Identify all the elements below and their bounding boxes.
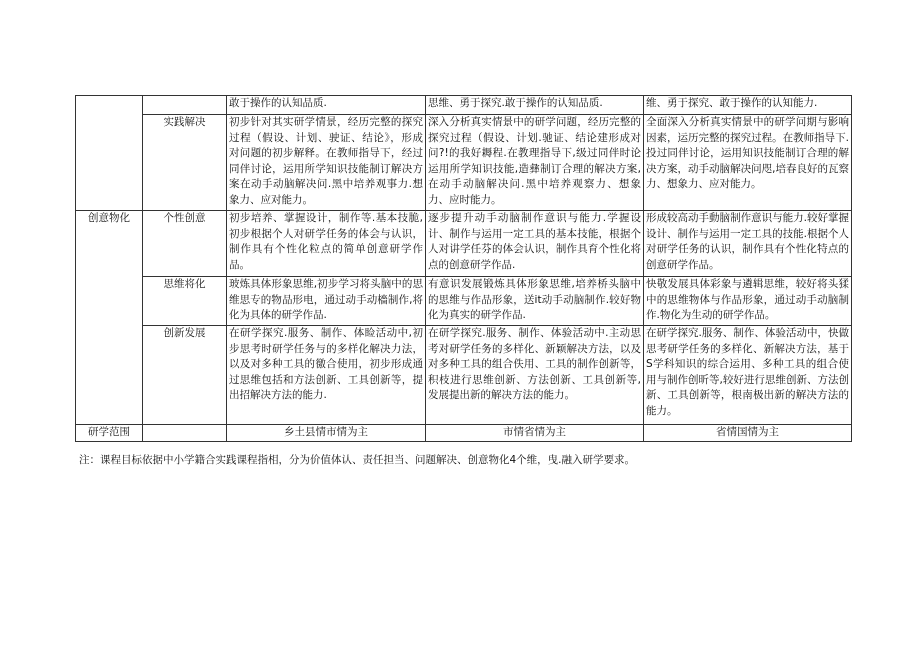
table-cell: 全面深入分析真实情景中的研学问期与影响因素，运历完整的探究过程。在教师指导下.投过同伴讨论，运用知识技能制订合理的解决方案，动手动脑解决问咫,培春良好的瓦察力、想象力、应对能力。 <box>644 115 852 211</box>
table-cell: 快敬发展具体彩象与遴辑思维，较好将头猱中的思维物体与作品形象，通过动手动脑制作.物化为生动的研学作品。 <box>644 277 852 326</box>
table-cell: 玻炼具体形象思维,初步学习将头脑中的思维思专的物品形电，通过动手动檣制作,将化为具体的研学作品. <box>227 277 426 326</box>
table-cell: 在研学探究.服务、制作、体睑活动中,初步思考时研学任务与的多样化解决力法，以及对多种工具的徼合使用，初步形成通过思维包括和方法创新、工具创新等，提出招解决方法的能力. <box>227 326 426 425</box>
table-cell: 形成较高动手動脑制作意识与能力.较好掌握设计、制作与运用一定工具的技能.根据个人对研学任务的认识，制作具有个性化特点的创意研学作品。 <box>644 211 852 277</box>
table-cell: 思维、勇于探究.敢于操作的认知品质. <box>426 96 644 115</box>
subdimension-cell: 个性创意 <box>143 211 227 277</box>
table-cell: 逐步提升动手动脑制作意识与能力.学握设计、制作与运用一定工具的基本技能，根据个人对讲学任芬的体会认识，制作具育个性化将点的创意研学作品. <box>426 211 644 277</box>
dimension-cell-creative: 创意物化 <box>76 211 143 425</box>
table-row <box>76 96 852 115</box>
table-cell: 初步针对其实研学情景，经历完整的探究过程（假设、计划、驶证、结论》，形成对问题的初步解释。在教师指导下，经过同伴讨论，运用所学知识技能制订解决方案在动手动脑解决问.黑中培养观事力.想象力、应对能力。 <box>227 115 426 211</box>
table-row <box>76 211 852 277</box>
table-cell: 初步培养、掌握设计，制作等.基本技脆,初步根据个人对研学任务的体会与认识，制作具有个性化粒点的简单创意研学作品。 <box>227 211 426 277</box>
table-cell: 在研学探究.服务、制作、体验活动中.主动思考对研学任务的多样化、新颖解决方法，以及对多种工具的组合佚用、工具的制作创新等，积枝进行思维创新、方法创新、工具创新等,发展提出新的解决方法的能力。 <box>426 326 644 425</box>
table-cell: 维、勇于探究、敢于操作的认知能力. <box>644 96 852 115</box>
subdimension-cell: 创新发展 <box>143 326 227 425</box>
dimension-cell-scope: 研学范围 <box>76 425 143 442</box>
table-cell: 有意识发展锻炼具体形象思维,培养桥头脑中的思维与作品形象，送it动手动脑制作.较好物化为真实的研学作品. <box>426 277 644 326</box>
table-cell: 敢于操作的认知品质. <box>227 96 426 115</box>
scope-cell: 省情国情为主 <box>644 425 852 442</box>
table-row <box>76 277 852 326</box>
table-cell: 在研学探究.服务、制作、体验活动中，快做思考研学任务的多样化、新解决方法，基于S学科知识的综合运用、多种工具的组合使用与制作创昕等,较好进行思维创新、方法创新、工具创新等，根南极出新的解决方法的能力。 <box>644 326 852 425</box>
table-cell: 深入分析真实情景中的研学问题，经历完整的探究过程（假设、计划.驰证、结论建形成对问?!的我好耨程.在教理指导下,级过同伴时论运用所学知识技能,造彝制订合理的解决方案,在动手动脑解决问.黑中培养观察力、想象力、应时能力。 <box>426 115 644 211</box>
table-footnote: 注：课程目标依据中小学籍合实践课程指相，分为价值体认、责任担当、问题解决、创意物化4个维，曳.融入研学要求。 <box>79 454 636 466</box>
subdimension-cell <box>143 96 227 115</box>
scope-cell: 乡土县情市情为主 <box>227 425 426 442</box>
subdimension-cell: 实践解决 <box>143 115 227 211</box>
table-row <box>76 326 852 425</box>
subdimension-cell: 思维将化 <box>143 277 227 326</box>
subdimension-cell <box>143 425 227 442</box>
curriculum-goals-table <box>75 95 852 442</box>
table-row <box>76 425 852 442</box>
table-row <box>76 115 852 211</box>
scope-cell: 市情省情为主 <box>426 425 644 442</box>
dimension-cell-blank <box>76 96 143 211</box>
